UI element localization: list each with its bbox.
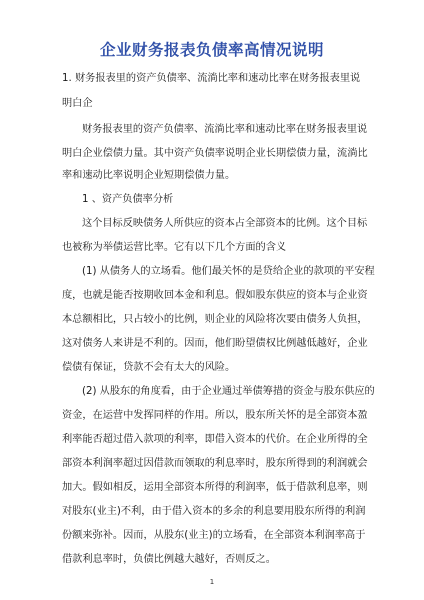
paragraph-line: (1) 从债务人的立场看。他们最关怀的是贷给企业的款项的平安程 bbox=[82, 266, 375, 277]
document-title: 企业财务报表负债率高情况说明 bbox=[99, 41, 324, 59]
paragraph-line: 这个目标反映债务人所供应的资本占全部资本的比例。这个目标 bbox=[82, 218, 368, 229]
paragraph-line: 份额来弥补。因而，从股东(业主)的立场看，在全部资本利润率高于 bbox=[62, 530, 366, 541]
section-heading: 1 、资产负债率分析 bbox=[82, 194, 174, 205]
paragraph-line: 这对债务人来讲是不利的。因而，他们盼望债权比例越低越好，企业 bbox=[62, 338, 368, 349]
paragraph-line: 利率能否超过借入款项的利率，即借入资本的代价。在企业所得的全 bbox=[62, 434, 368, 445]
paragraph-line: 本总额相比，只占较小的比例，则企业的风险将次要由债务人负担， bbox=[62, 314, 368, 325]
page-number: 1 bbox=[209, 578, 215, 586]
paragraph-line: 资金，在运营中发挥同样的作用。所以，股东所关怀的是全部资本盈 bbox=[62, 410, 368, 421]
paragraph-line: (2) 从股东的角度看，由于企业通过举债筹措的资金与股东供应的 bbox=[82, 386, 375, 397]
paragraph-line: 加大。假如相反，运用全部资本所得的利润率，低于借款利息率，则 bbox=[62, 482, 368, 493]
paragraph-line: 率和速动比率说明企业短期偿债力量。 bbox=[62, 170, 236, 181]
paragraph-line: 也被称为举债运营比率。它有以下几个方面的含义 bbox=[62, 242, 287, 253]
paragraph-line: 部资本利润率超过因借款而领取的利息率时，股东所得到的利润就会 bbox=[62, 458, 368, 469]
paragraph-line: 明白企 bbox=[62, 98, 93, 109]
paragraph-line: 1. 财务报表里的资产负债率、流淌比率和速动比率在财务报表里说 bbox=[62, 73, 361, 84]
paragraph-line: 明白企业偿债力量。其中资产负债率说明企业长期偿债力量，流淌比 bbox=[62, 148, 368, 159]
paragraph-line: 对股东(业主)不利，由于借入资本的多余的利息要用股东所得的利润 bbox=[62, 506, 366, 517]
paragraph-line: 偿债有保证，贷款不会有太大的风险。 bbox=[62, 362, 236, 373]
paragraph-line: 财务报表里的资产负债率、流淌比率和速动比率在财务报表里说 bbox=[82, 124, 368, 135]
paragraph-line: 借款利息率时，负债比例越大越好，否则反之。 bbox=[62, 554, 276, 565]
paragraph-line: 度，也就是能否按期收回本金和利息。假如股东供应的资本与企业资 bbox=[62, 290, 368, 301]
